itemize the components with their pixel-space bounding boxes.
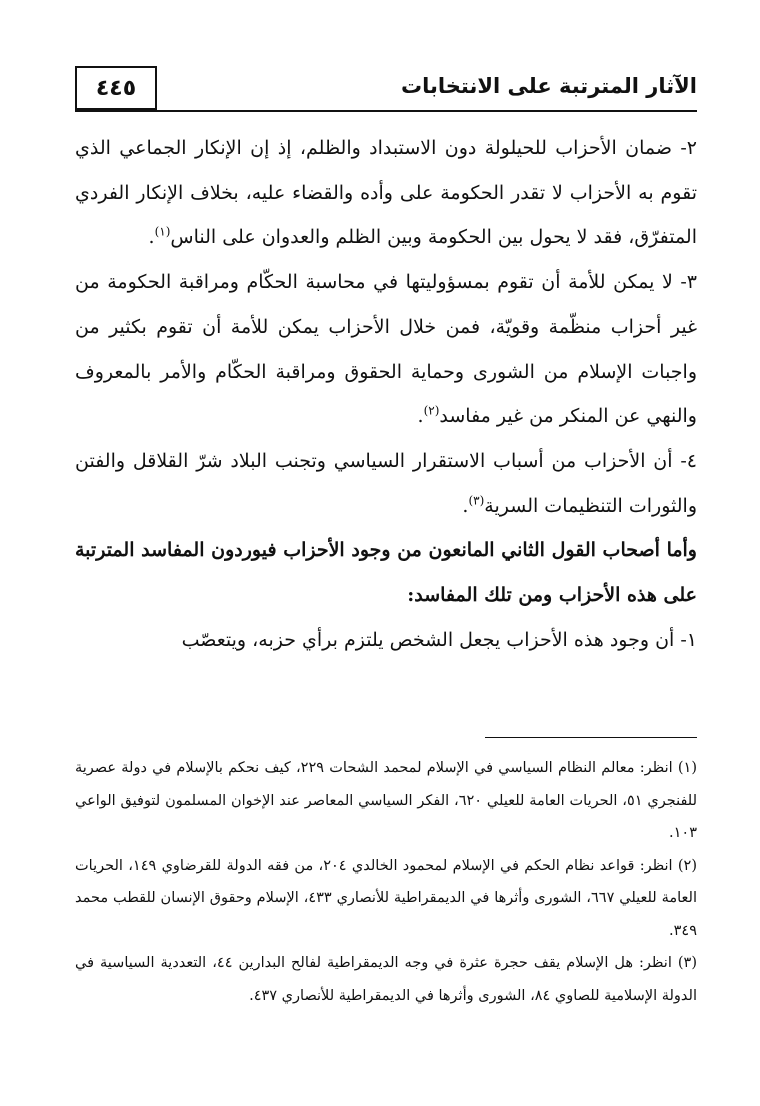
- paragraph-3-end: .: [462, 494, 469, 517]
- paragraph-1: [75, 126, 697, 260]
- footnote-ref-3: (٣): [468, 493, 485, 508]
- paragraph-1-end: .: [148, 226, 155, 249]
- paragraph-3: [75, 439, 697, 528]
- paragraph-3-text: ٤- أن الأحزاب من أسباب الاستقرار السياسي وتجنب البلاد شرّ القلاقل والفتن والثورات التنظيمات السرية: [75, 449, 697, 517]
- footnote-2: (٢) انظر: قواعد نظام الحكم في الإسلام لمحمود الخالدي ٢٠٤، من فقه الدولة للقرضاوي ١٤٩، الحريات العامة للعيلي ٦٦٧، الشورى وأثرها في الديمقراطية للأنصاري ٤٣٣، الإسلام وحقوق الإنسان للقطب محمد ٣٤٩.: [75, 857, 698, 939]
- footnote-1: (١) انظر: معالم النظام السياسي في الإسلام لمحمد الشحات ٢٢٩، كيف نحكم بالإسلام في دولة عصرية للفنجري ٥١، الحريات العامة للعيلي ٦٢٠، الفكر السياسي المعاصر عند الإخوان المسلمون لتوفيق الواعي ١٠٣.: [75, 760, 697, 841]
- paragraph-5: ١- أن وجود هذه الأحزاب يجعل الشخص يلتزم برأي حزبه، ويتعصّب: [181, 628, 697, 651]
- main-text: [75, 126, 697, 662]
- footnote-ref-2: (٢): [423, 403, 440, 418]
- footnote-ref-1: (١): [154, 225, 171, 240]
- footnote-separator: [485, 737, 697, 738]
- paragraph-1-text: ٢- ضمان الأحزاب للحيلولة دون الاستبداد والظلم، إذ إن الإنكار الجماعي الذي تقوم به الأحزاب لا تقدر الحكومة على وأده والقضاء عليه، بخلاف الإنكار الفردي المتفرّق، فقد لا يحول بين الحكومة وبين الظلم والعدوان على الناس: [75, 137, 697, 249]
- running-title: الآثار المترتبة على الانتخابات: [401, 74, 697, 98]
- paragraph-4-heading: وأما أصحاب القول الثاني المانعون من وجود الأحزاب فيوردون المفاسد المترتبة على هذه الأحزاب ومن تلك المفاسد:: [75, 539, 697, 607]
- footnotes: [75, 752, 697, 1012]
- paragraph-2-text: ٣- لا يمكن للأمة أن تقوم بمسؤوليتها في محاسبة الحكّام ومراقبة الحكومة من غير أحزاب منظّمة وقويّة، فمن خلال الأحزاب يمكن للأمة أن تقوم بكثير من واجبات الإسلام من الشورى وحماية الحقوق ومراقبة الحكّام والأمر بالمعروف والنهي عن المنكر من غير مفاسد: [75, 271, 697, 428]
- page-header: [75, 66, 697, 114]
- page-number: ٤٤٥: [75, 66, 157, 110]
- footnote-3: (٣) انظر: هل الإسلام يقف حجرة عثرة في وجه الديمقراطية لفالح البدارين ٤٤، التعددية السياسية في الدولة الإسلامية للصاوي ٨٤، الشورى وأثرها في الديمقراطية للأنصاري ٤٣٧.: [75, 955, 697, 1004]
- paragraph-2: [75, 260, 697, 439]
- paragraph-2-end: .: [417, 405, 424, 428]
- header-rule: [75, 110, 697, 112]
